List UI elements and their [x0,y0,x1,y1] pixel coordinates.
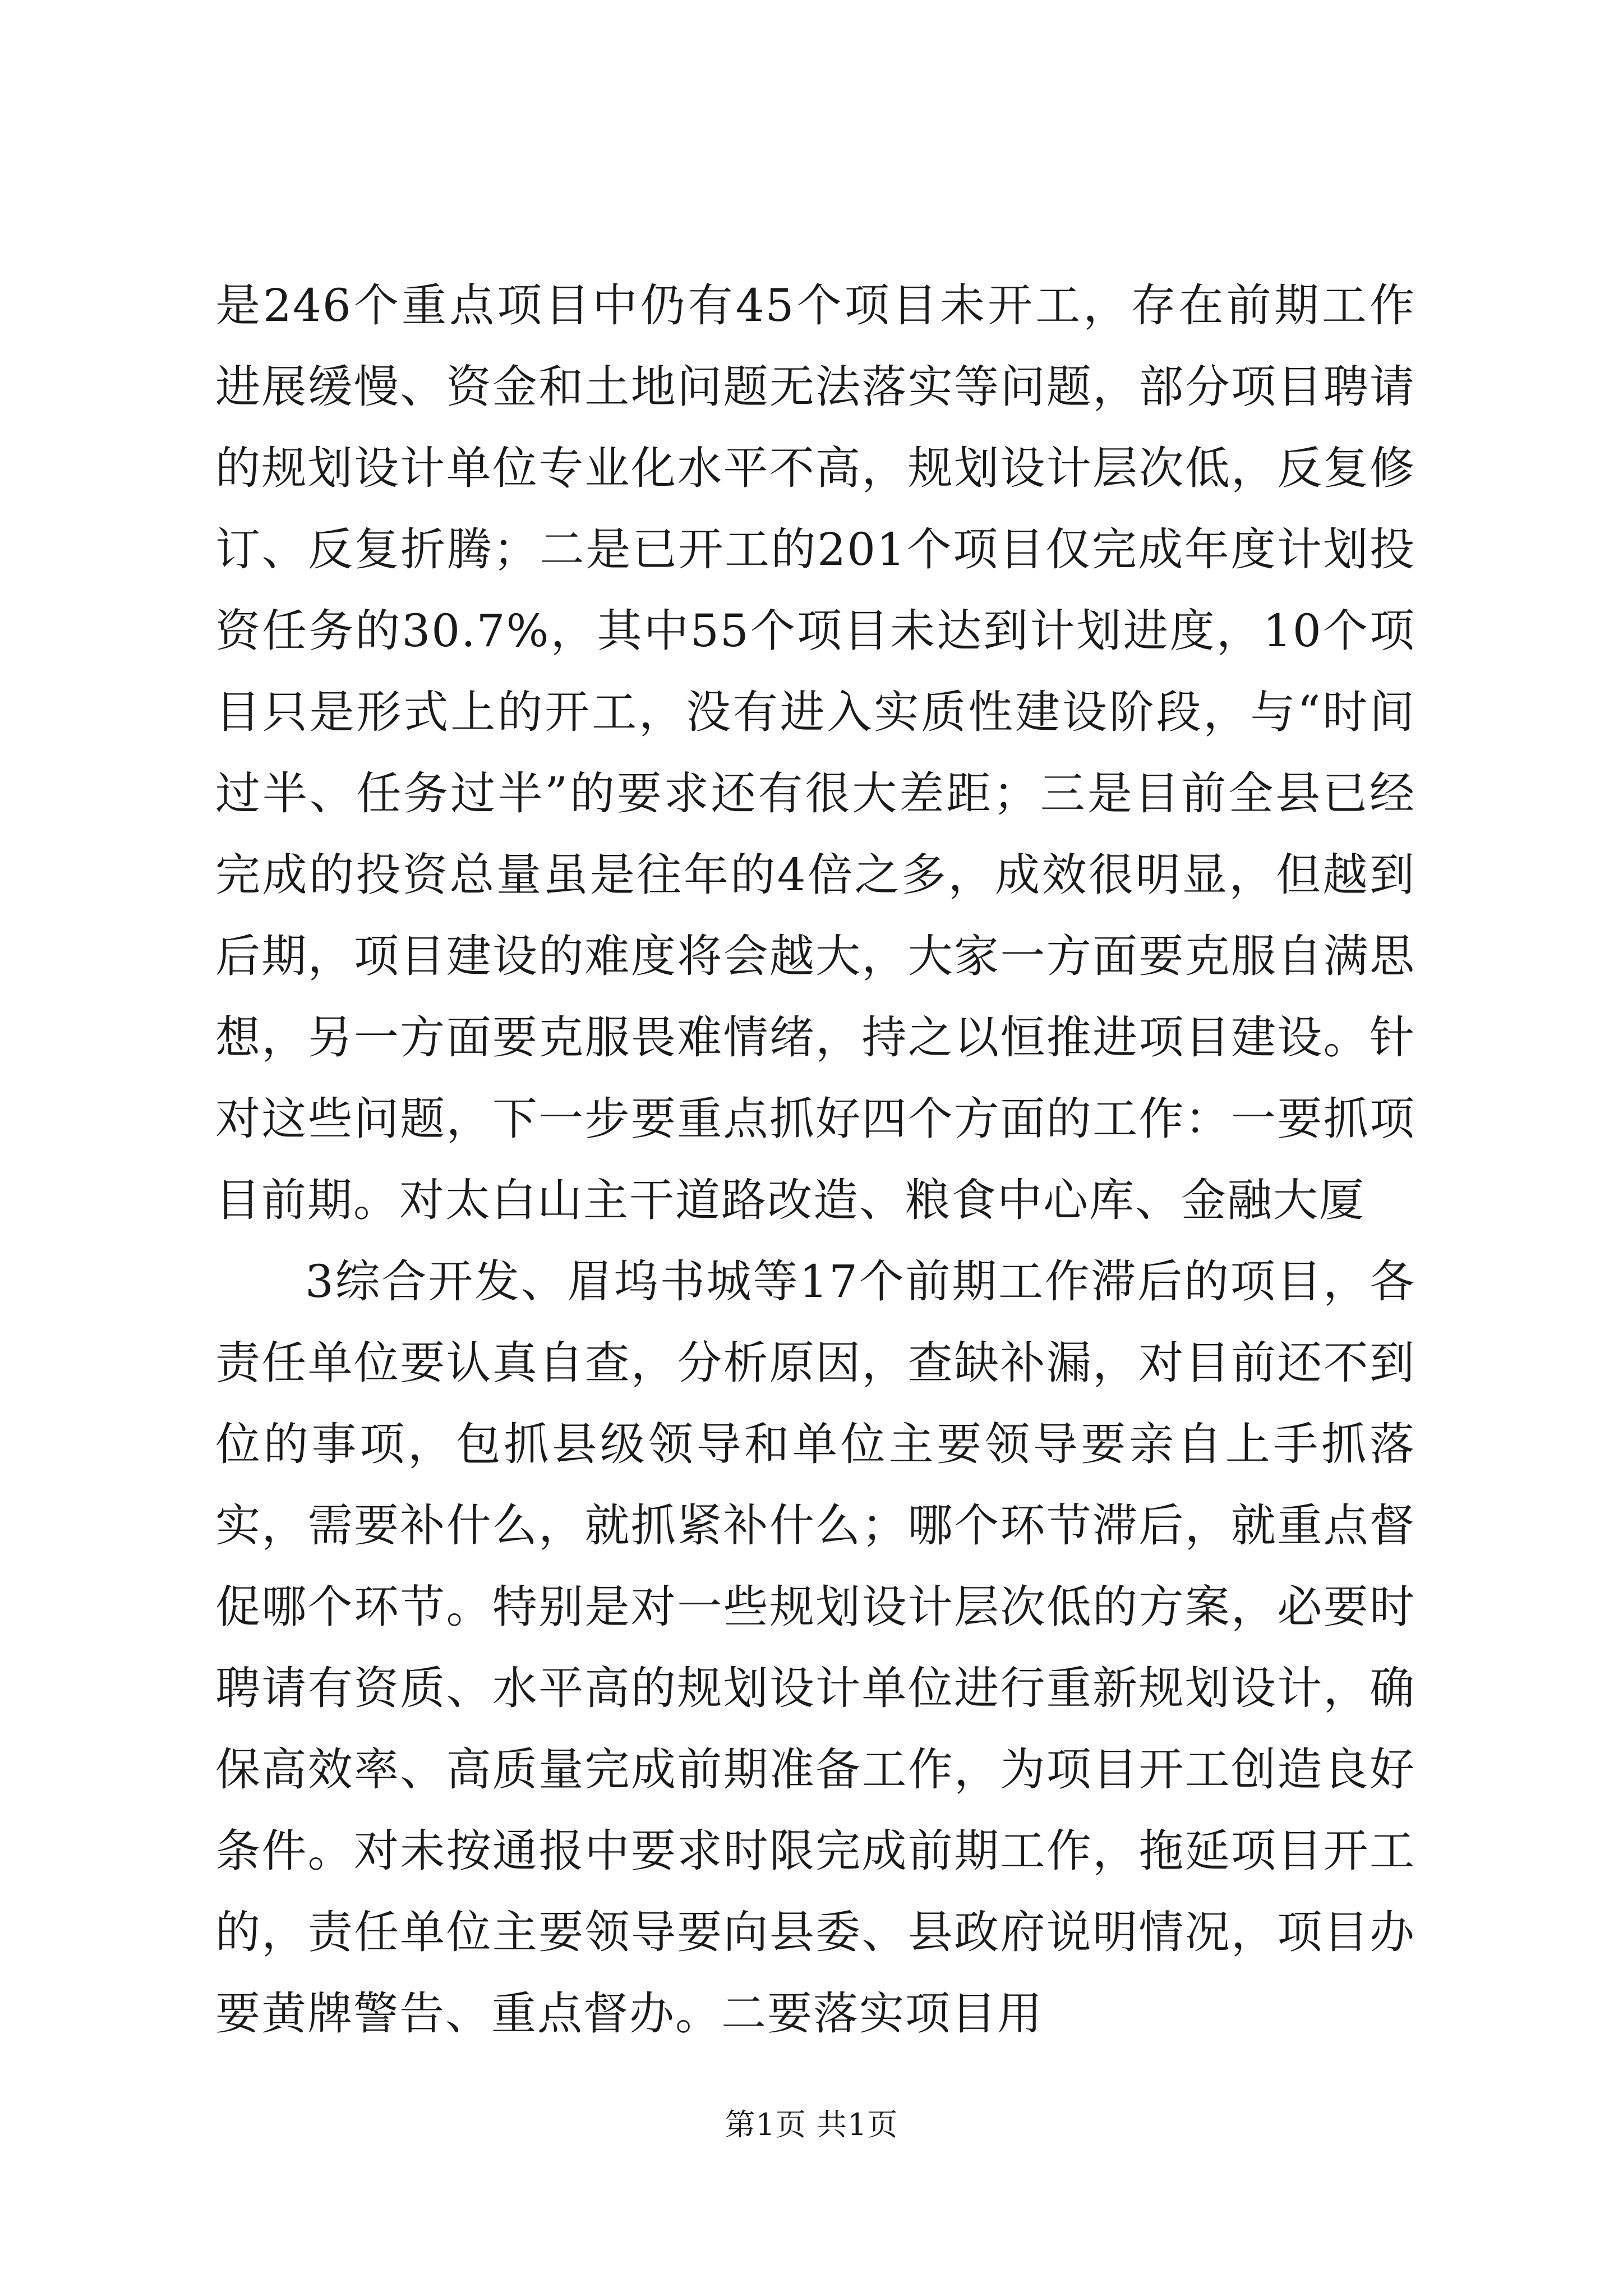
paragraph-1: 是246个重点项目中仍有45个项目未开工，存在前期工作进展缓慢、资金和土地问题无法落实等问题，部分项目聘请的规划设计单位专业化水平不高，规划设计层次低，反复修订、反复折腾；二是已开工的201个项目仅完成年度计划投资任务的30.7%，其中55个项目未达到计划进度，10个项目只是形式上的开工，没有进入实质性建设阶段，与“时间过半、任务过半”的要求还有很大差距；三是目前全县已经完成的投资总量虽是往年的4倍之多，成效很明显，但越到后期，项目建设的难度将会越大，大家一方面要克服自满思想，另一方面要克服畏难情绪，持之以恒推进项目建设。针对这些问题，下一步要重点抓好四个方面的工作：一要抓项目前期。对太白山主干道路改造、粮食中心库、金融大厦 [215,279,1415,1226]
page-footer: 第1页 共1页 [725,2107,898,2142]
document-body [215,265,1415,2054]
paragraph-2: 3综合开发、眉坞书城等17个前期工作滞后的项目，各责任单位要认真自查，分析原因，查缺补漏，对目前还不到位的事项，包抓县级领导和单位主要领导要亲自上手抓落实，需要补什么，就抓紧补什么；哪个环节滞后，就重点督促哪个环节。特别是对一些规划设计层次低的方案，必要时聘请有资质、水平高的规划设计单位进行重新规划设计，确保高效率、高质量完成前期准备工作，为项目开工创造良好条件。对未按通报中要求时限完成前期工作，拖延项目开工的，责任单位主要领导要向县委、县政府说明情况，项目办要黄牌警告、重点督办。二要落实项目用 [215,1255,1415,2040]
